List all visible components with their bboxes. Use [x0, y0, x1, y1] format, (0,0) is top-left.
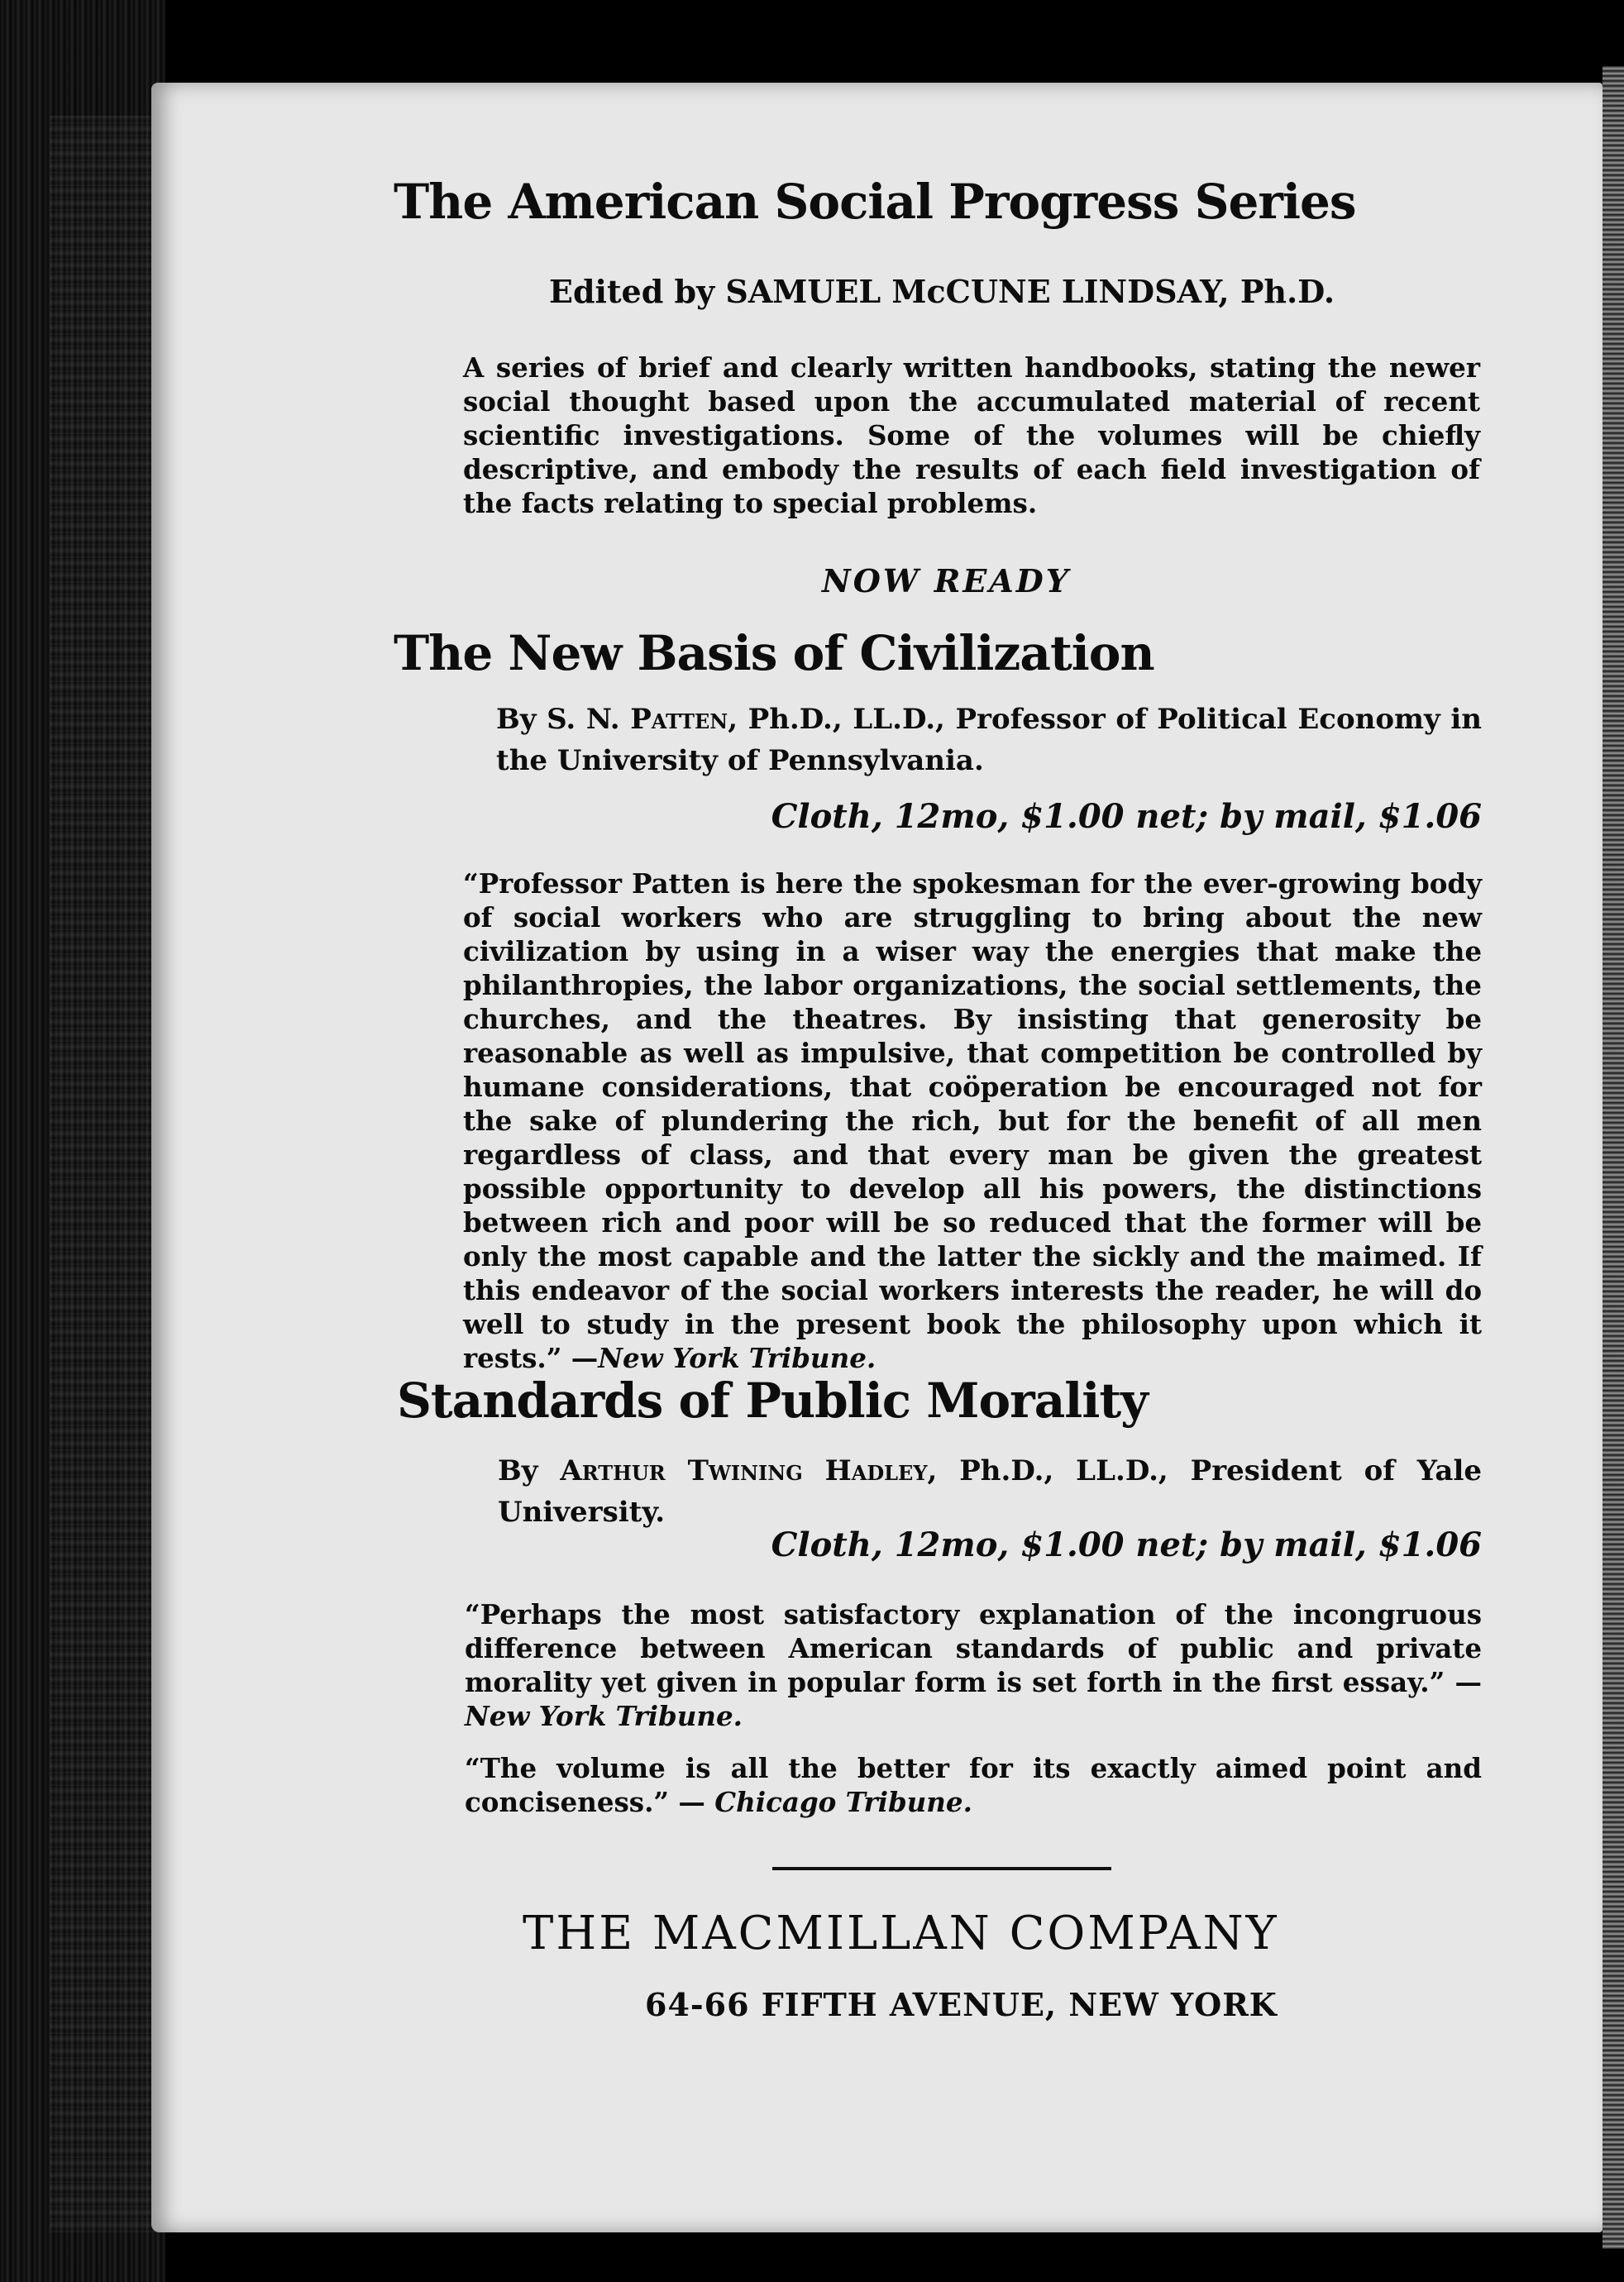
byline-prefix: By: [498, 1454, 561, 1487]
now-ready-heading: NOW READY: [822, 562, 1071, 599]
review-quote: [463, 866, 1482, 1375]
editor-line: Edited by SAMUEL McCUNE LINDSAY, Ph.D.: [549, 273, 1335, 310]
quote-text: “Professor Patten is here the spokesman for the ever-growing body of social workers who are struggling to bring about the new civilization by using in a wiser way the energies that make the philanthropies, the labor organizations, the social settlements, the churches, and the theatres. By insisting that generosity be reasonable as well as impulsive, that competition be controlled by humane considerations, that coöperation be encouraged not for the sake of plundering the rich, but for the benefit of all men regardless of class, and that every man be given the greatest possible opportunity to develop all his powers, the distinctions between rich and poor will be so reduced that the former will be only the most capable and the latter the sickly and the maimed. If this endeavor of the social workers interests the reader, he will do well to study in the present book the philosophy upon which it rests.” —: [463, 867, 1482, 1374]
quote-text: “The volume is all the better for its exactly aimed point and conciseness.” —: [465, 1752, 1482, 1818]
quote-source: New York Tribune.: [465, 1700, 743, 1732]
author-name: Arthur Twining Hadley: [560, 1454, 928, 1487]
quote-text: “Perhaps the most satisfactory explanation of the incongruous difference between American standards of public and private morality yet given in popular form is set forth in the first essay.” —: [465, 1598, 1482, 1698]
byline-prefix: By S. N.: [496, 703, 631, 736]
book-price: Cloth, 12mo, $1.00 net; by mail, $1.06: [771, 797, 1482, 836]
publisher-address: 64-66 FIFTH AVENUE, NEW YORK: [645, 1986, 1278, 2023]
quote-source: Chicago Tribune.: [714, 1786, 972, 1818]
author-credentials: , Ph.D., LL.D., Professor of Political Economy in the University of Pennsylvania.: [496, 703, 1482, 777]
book-title: Standards of Public Morality: [397, 1373, 1148, 1429]
page-stack-edge: [1603, 66, 1624, 2249]
author-name: Patten: [630, 703, 728, 736]
author-credentials: , Ph.D., LL.D., President of Yale University.: [498, 1454, 1482, 1529]
series-description: A series of brief and clearly written handbooks, stating the newer social thought based upon the accumulated material of recent scientific investigations. Some of the volumes will be chiefly descriptive, and embody the results of each field investigation of the facts relating to special problems.: [463, 351, 1480, 519]
book-binding-edge: [0, 0, 165, 2282]
quote-source: New York Tribune.: [598, 1342, 876, 1374]
book-byline: [496, 699, 1482, 781]
series-title: The American Social Progress Series: [394, 174, 1356, 230]
book-title: The New Basis of Civilization: [394, 625, 1154, 681]
publisher-name: THE MACMILLAN COMPANY: [523, 1907, 1279, 1960]
review-quote: [465, 1751, 1482, 1819]
review-quote: [465, 1597, 1482, 1733]
book-price: Cloth, 12mo, $1.00 net; by mail, $1.06: [771, 1525, 1482, 1564]
divider-rule: [772, 1867, 1111, 1870]
book-byline: [498, 1450, 1482, 1533]
